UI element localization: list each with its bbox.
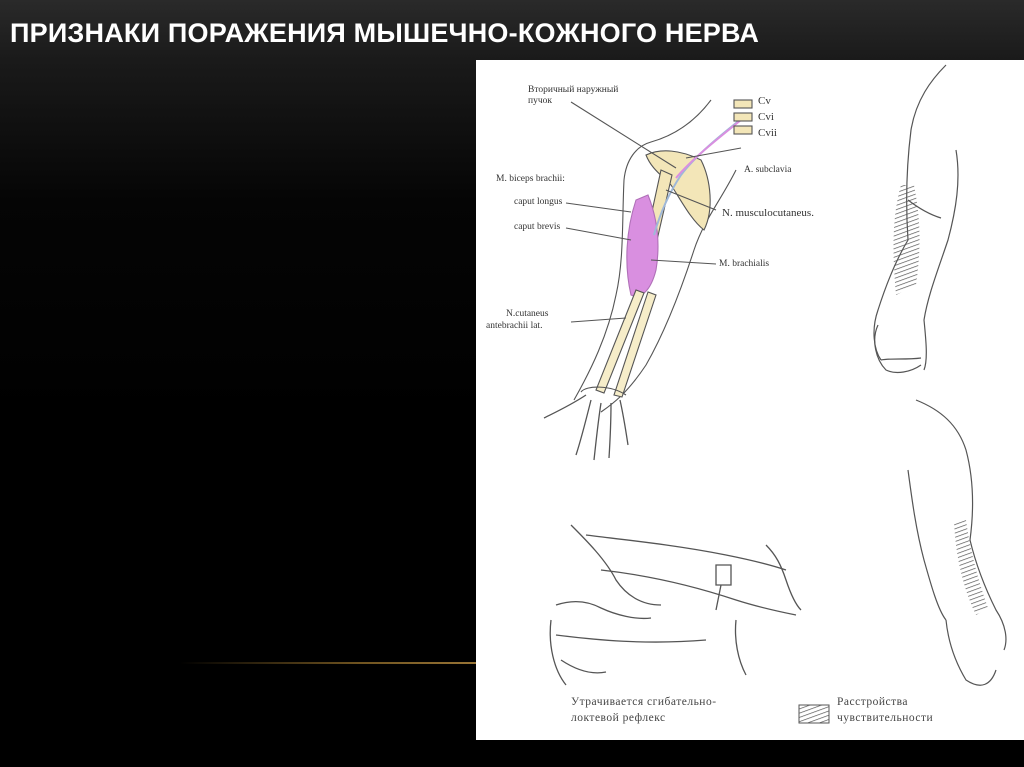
label-cv: Cv [758, 95, 771, 107]
label-cutaneus-1: N.cutaneus [506, 309, 549, 319]
label-cvi: Cvi [758, 111, 774, 123]
caption-reflex-line2: локтевой рефлекс [571, 712, 666, 724]
legend-hatch-swatch [799, 705, 829, 723]
decorative-divider [180, 662, 480, 664]
label-brachialis: M. brachialis [719, 259, 770, 269]
arm-sensory-zone-bottom [908, 400, 1006, 685]
label-cvii: Cvii [758, 127, 777, 139]
label-caput-brevis: caput brevis [514, 222, 561, 232]
label-musculocutaneus: N. musculocutaneus. [722, 207, 814, 219]
label-caput-longus: caput longus [514, 197, 563, 207]
label-cutaneus-2: antebrachii lat. [486, 321, 543, 331]
label-subclavia: A. subclavia [744, 165, 792, 175]
reflex-test-scene [550, 525, 801, 685]
slide-title: ПРИЗНАКИ ПОРАЖЕНИЯ МЫШЕЧНО-КОЖНОГО НЕРВА [10, 18, 760, 48]
caption-reflex-line1: Утрачивается сгибательно- [571, 696, 717, 708]
anatomical-arm [544, 100, 752, 460]
label-secondary-bundle-2: пучок [528, 96, 552, 106]
label-biceps: M. biceps brachii: [496, 174, 565, 184]
label-secondary-bundle-1: Вторичный наружный [528, 85, 619, 95]
anatomy-drawing [476, 60, 1024, 740]
anatomy-figure [476, 60, 1024, 740]
legend-label-line2: чувствительности [837, 712, 934, 724]
legend-label-line1: Расстройства [837, 696, 909, 708]
arm-sensory-zone-top [874, 65, 958, 372]
